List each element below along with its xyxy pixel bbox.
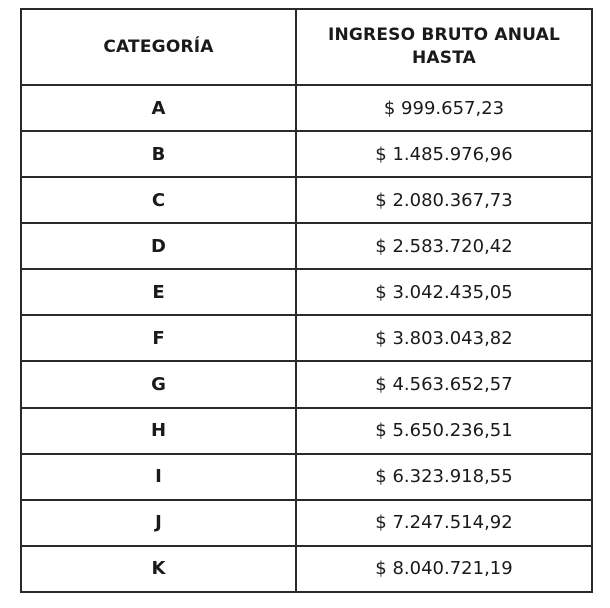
table-body	[21, 85, 592, 592]
income-cell: $ 1.485.976,96	[296, 131, 592, 177]
income-cell: $ 999.657,23	[296, 85, 592, 131]
category-cell: B	[21, 131, 296, 177]
table-row	[21, 315, 592, 361]
category-cell: D	[21, 223, 296, 269]
category-cell: J	[21, 500, 296, 546]
income-cell: $ 4.563.652,57	[296, 361, 592, 407]
category-column-header: CATEGORÍA	[21, 9, 296, 85]
income-cell: $ 3.803.043,82	[296, 315, 592, 361]
table-row	[21, 177, 592, 223]
table-row	[21, 269, 592, 315]
table-row	[21, 546, 592, 592]
income-cell: $ 7.247.514,92	[296, 500, 592, 546]
income-cell: $ 5.650.236,51	[296, 408, 592, 454]
income-cell: $ 2.583.720,42	[296, 223, 592, 269]
table-row	[21, 361, 592, 407]
category-cell: H	[21, 408, 296, 454]
table-row	[21, 454, 592, 500]
income-column-header: INGRESO BRUTO ANUAL HASTA	[296, 9, 592, 85]
income-category-table	[20, 8, 593, 593]
income-cell: $ 3.042.435,05	[296, 269, 592, 315]
income-cell: $ 8.040.721,19	[296, 546, 592, 592]
category-cell: C	[21, 177, 296, 223]
table-header-row	[21, 9, 592, 85]
table-row	[21, 223, 592, 269]
income-cell: $ 2.080.367,73	[296, 177, 592, 223]
category-cell: G	[21, 361, 296, 407]
category-cell: K	[21, 546, 296, 592]
table-row	[21, 500, 592, 546]
category-cell: E	[21, 269, 296, 315]
income-cell: $ 6.323.918,55	[296, 454, 592, 500]
category-cell: F	[21, 315, 296, 361]
category-cell: I	[21, 454, 296, 500]
table-row	[21, 408, 592, 454]
table-row	[21, 85, 592, 131]
table-row	[21, 131, 592, 177]
category-cell: A	[21, 85, 296, 131]
